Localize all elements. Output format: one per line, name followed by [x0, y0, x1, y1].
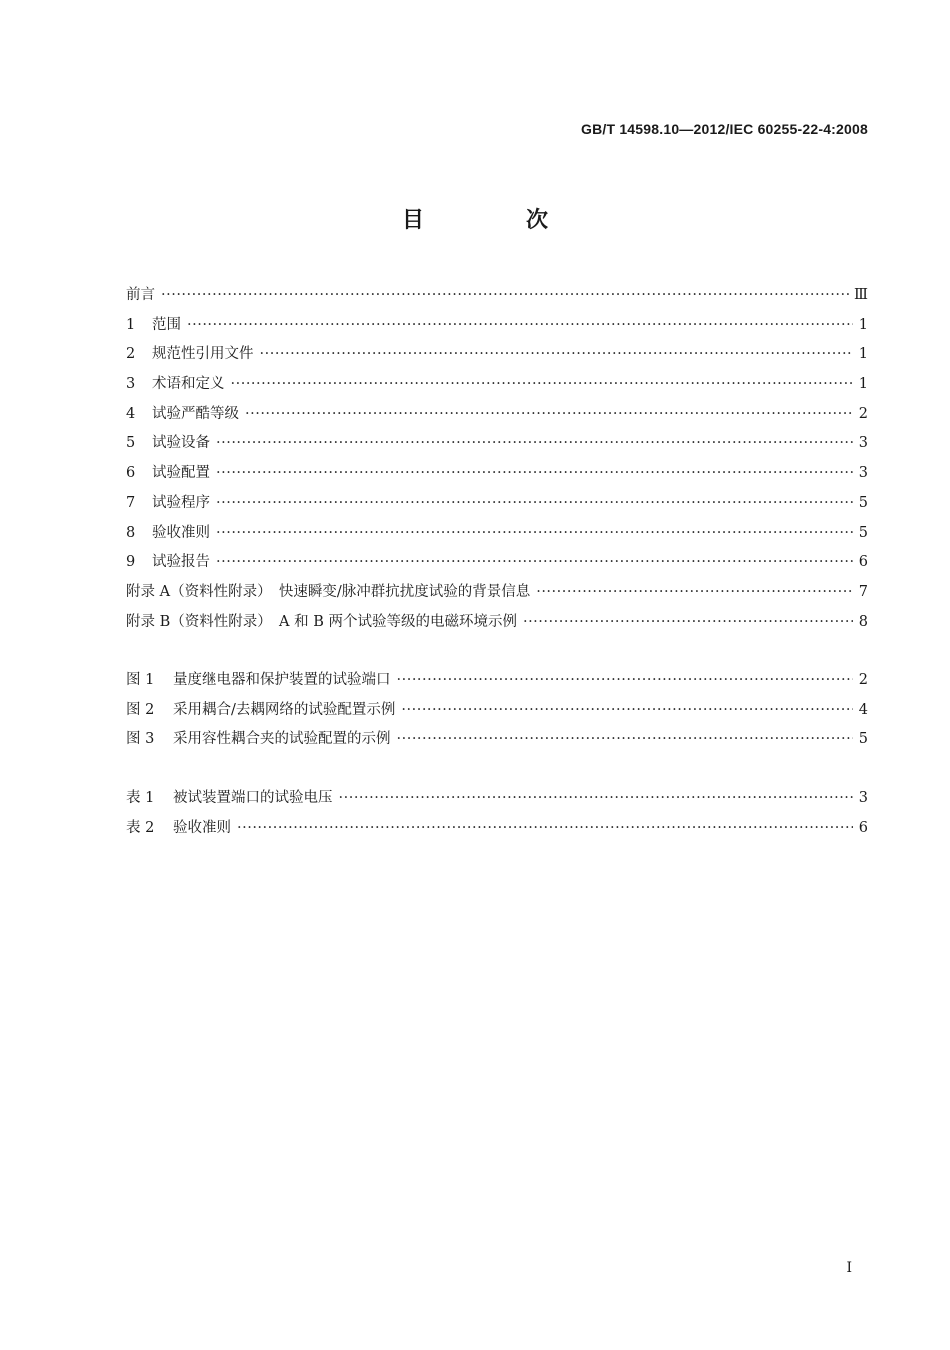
toc-entry-number: 图 2: [126, 701, 155, 718]
toc-entry-number: 图 1: [126, 672, 155, 688]
toc-entry-foreword[interactable]: [126, 283, 868, 313]
toc-entry-section-9[interactable]: [126, 550, 868, 580]
toc-entry-label: 验收准则: [173, 819, 231, 836]
toc-entry-number: 1: [126, 316, 136, 333]
toc-entry-page: 3: [858, 435, 868, 452]
toc-dot-leader: [216, 465, 853, 481]
toc-entry-table-2[interactable]: [126, 816, 868, 846]
toc-entry-page: 2: [858, 405, 868, 422]
toc-entry-label: 被试装置端口的试验电压: [173, 790, 333, 806]
toc-dot-leader: [216, 525, 853, 541]
toc-entry-number: 7: [126, 494, 136, 511]
toc-entry-section-6[interactable]: [126, 461, 868, 491]
toc-dot-leader: [216, 435, 853, 451]
toc-entry-label: 范围: [152, 316, 181, 333]
toc-entry-section-2[interactable]: [126, 342, 868, 372]
toc-dot-leader: [536, 584, 853, 600]
toc-entry-figure-2[interactable]: [126, 698, 868, 728]
toc-entry-page: 5: [858, 494, 868, 511]
toc-entry-page: 1: [858, 316, 868, 333]
toc-entry-page: 5: [858, 524, 868, 541]
toc-entry-table-1[interactable]: [126, 786, 868, 816]
toc-dot-leader: [245, 406, 853, 422]
toc-dot-leader: [523, 614, 853, 630]
toc-entry-page: 1: [858, 376, 868, 393]
toc-dot-leader: [216, 554, 853, 570]
toc-dot-leader: [401, 702, 853, 718]
toc-tables-list: [126, 786, 868, 845]
toc-entry-section-8[interactable]: [126, 521, 868, 551]
toc-entry-number: 6: [126, 465, 136, 482]
toc-dot-leader: [260, 346, 854, 362]
standard-number: GB/T 14598.10—2012/IEC 60255-22-4:2008: [580, 121, 868, 137]
toc-entry-annex-a[interactable]: [126, 580, 868, 610]
page-number: I: [846, 1260, 852, 1276]
toc-dot-leader: [231, 376, 854, 392]
toc-entry-label: 采用容性耦合夹的试验配置的示例: [173, 731, 391, 748]
toc-entry-label: 试验严酷等级: [152, 405, 239, 422]
toc-entry-label: 采用耦合/去耦网络的试验配置示例: [173, 701, 396, 718]
toc-figures-list: [126, 668, 868, 757]
toc-entry-page: 7: [858, 583, 868, 600]
toc-entry-number: 5: [126, 435, 136, 452]
toc-entry-label: 验收准则: [152, 524, 210, 541]
toc-entry-number: 4: [126, 405, 136, 422]
toc-entry-number: 3: [126, 376, 136, 393]
toc-entry-label: 量度继电器和保护装置的试验端口: [173, 672, 391, 688]
page-title: 目 次: [401, 208, 588, 233]
toc-entry-annex-b[interactable]: [126, 610, 868, 640]
toc-entry-label: 规范性引用文件: [152, 346, 254, 363]
toc-entry-label: 附录 B（资料性附录） A 和 B 两个试验等级的电磁环境示例: [126, 613, 517, 630]
toc-entry-label: 术语和定义: [152, 376, 225, 393]
toc-dot-leader: [397, 731, 854, 747]
toc-main-list: [126, 283, 868, 639]
toc-entry-page: 8: [858, 613, 868, 630]
toc-entry-figure-1[interactable]: [126, 668, 868, 698]
toc-entry-label: 试验设备: [152, 435, 210, 452]
toc-entry-number: 8: [126, 524, 136, 541]
toc-entry-label: 附录 A（资料性附录） 快速瞬变/脉冲群抗扰度试验的背景信息: [126, 583, 531, 600]
toc-entry-section-7[interactable]: [126, 491, 868, 521]
toc-entry-label: 试验程序: [152, 494, 210, 511]
toc-entry-page: 4: [858, 701, 868, 718]
toc-entry-label: 试验配置: [152, 465, 210, 482]
toc-entry-figure-3[interactable]: [126, 727, 868, 757]
toc-entry-number: 9: [126, 554, 136, 571]
toc-entry-number: 2: [126, 346, 136, 363]
toc-entry-number: 图 3: [126, 731, 155, 748]
toc-entry-label: 前言: [126, 287, 155, 303]
toc-entry-page: Ⅲ: [854, 287, 868, 303]
toc-entry-section-3[interactable]: [126, 372, 868, 402]
toc-dot-leader: [187, 317, 853, 333]
toc-dot-leader: [339, 790, 854, 806]
toc-entry-label: 试验报告: [152, 554, 210, 571]
toc-entry-section-4[interactable]: [126, 402, 868, 432]
toc-entry-page: 5: [858, 731, 868, 748]
toc-entry-number: 表 1: [126, 790, 155, 806]
toc-entry-page: 2: [858, 672, 868, 688]
toc-entry-section-5[interactable]: [126, 431, 868, 461]
toc-entry-page: 3: [858, 790, 868, 806]
toc-entry-section-1[interactable]: [126, 313, 868, 343]
toc-dot-leader: [397, 672, 854, 688]
toc-entry-page: 1: [858, 346, 868, 363]
toc-entry-page: 3: [858, 465, 868, 482]
toc-entry-number: 表 2: [126, 819, 155, 836]
toc-entry-page: 6: [858, 554, 868, 571]
toc-entry-page: 6: [858, 819, 868, 836]
toc-dot-leader: [216, 495, 853, 511]
toc-dot-leader: [161, 287, 849, 303]
toc-dot-leader: [237, 820, 853, 836]
